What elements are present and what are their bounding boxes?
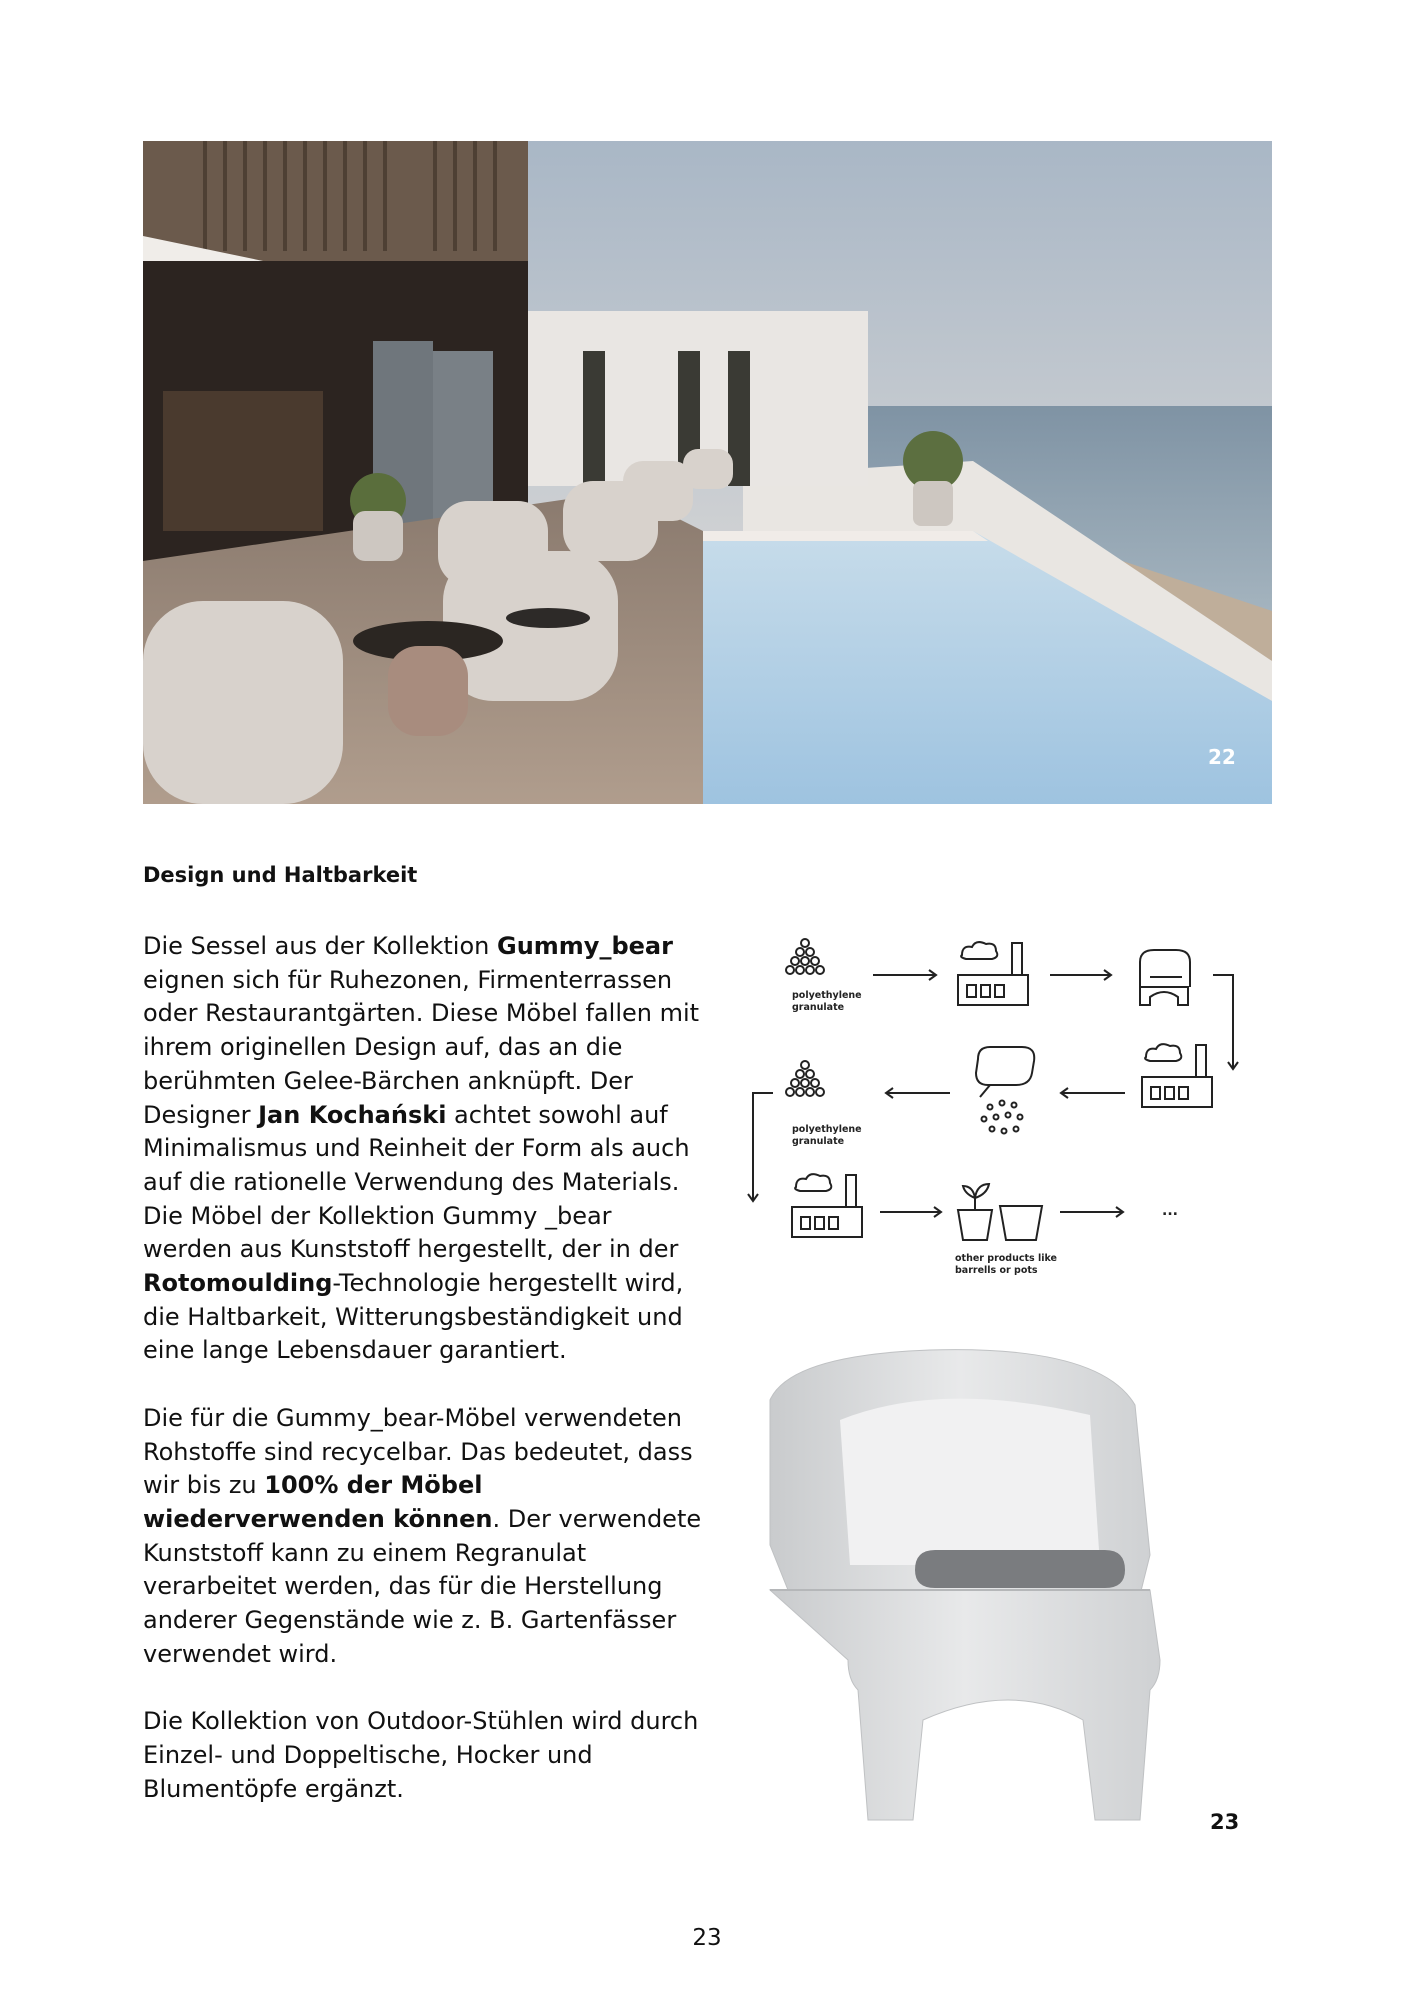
chair-icon	[1140, 950, 1190, 1005]
technology-name: Rotomoulding	[143, 1269, 333, 1298]
text-run: eignen sich für Ruhezonen, Firmenterrassen oder Restaurantgärten. Diese Möbel fallen mit ihrem originellen Design auf, das an die berühmten Gelee-Bärchen anknüpft. Der Designer	[143, 965, 700, 1129]
granulate-label-1: polyethylene	[792, 1124, 862, 1135]
emphasis: 100% der Möbel wiederverwenden können	[143, 1471, 493, 1533]
paragraph-2	[143, 1402, 703, 1672]
products-label-1: other products like	[955, 1253, 1057, 1264]
armchair-illustration	[720, 1340, 1260, 1840]
body-text	[143, 930, 703, 1840]
paragraph-1	[143, 930, 703, 1368]
arrow-down-icon	[1213, 975, 1238, 1069]
factory-icon	[958, 942, 1028, 1005]
figure-number: 23	[1210, 1810, 1240, 1834]
chair-product-photo	[720, 1340, 1260, 1840]
ellipsis: ...	[1162, 1203, 1178, 1219]
factory-icon	[1142, 1044, 1212, 1107]
granulate-label-2: granulate	[792, 1002, 845, 1013]
designer-name: Jan Kochański	[258, 1100, 447, 1129]
granulate-label-1: polyethylene	[792, 990, 862, 1001]
products-label-2: barrells or pots	[955, 1265, 1038, 1276]
paragraph-3: Die Kollektion von Outdoor-Stühlen wird durch Einzel- und Doppeltische, Hocker und Blumentöpfe ergänzt.	[143, 1707, 699, 1803]
terrace-pool-illustration	[143, 141, 1272, 804]
page-number: 23	[692, 1925, 722, 1951]
text-run: achtet sowohl auf Minimalismus und Reinheit der Form als auch auf die rationelle Verwendung des Materials. Die Möbel der Kollektion Gummy _bear werden aus Kunststoff hergestellt, der in der	[143, 1100, 690, 1264]
arrow-right-icon	[880, 1207, 941, 1217]
text-run: . Der verwendete Kunststoff kann zu einem Regranulat verarbeitet werden, das für die Herstellung anderer Gegenstände wie z. B. Gartenfässer verwendet wird.	[143, 1504, 702, 1668]
granulate-icon	[786, 1061, 824, 1096]
text-run: Die Sessel aus der Kollektion	[143, 932, 497, 960]
arrow-right-icon	[1050, 970, 1111, 980]
figure-number: 22	[1208, 745, 1236, 769]
arrow-left-icon	[1061, 1088, 1125, 1098]
granulate-label-2: granulate	[792, 1136, 845, 1147]
hero-photo	[143, 141, 1272, 804]
granulate-icon	[786, 939, 824, 974]
arrow-down-icon	[748, 1093, 773, 1201]
text-run: Die für die Gummy_bear-Möbel verwendeten Rohstoffe sind recycelbar. Das bedeutet, dass wir bis zu	[143, 1403, 693, 1500]
factory-icon	[792, 1174, 862, 1237]
arrow-right-icon	[873, 970, 936, 980]
text-run: -Technologie hergestellt wird, die Haltbarkeit, Witterungsbeständigkeit und eine lange Lebensdauer garantiert.	[143, 1269, 684, 1365]
arrow-left-icon	[886, 1088, 950, 1098]
arrow-right-icon	[1060, 1207, 1123, 1217]
recycling-diagram	[740, 925, 1260, 1285]
collection-name: Gummy_bear	[497, 932, 673, 960]
shredder-icon	[976, 1047, 1034, 1134]
plant-pot-icon	[958, 1184, 1042, 1240]
section-heading: Design und Haltbarkeit	[143, 863, 418, 887]
